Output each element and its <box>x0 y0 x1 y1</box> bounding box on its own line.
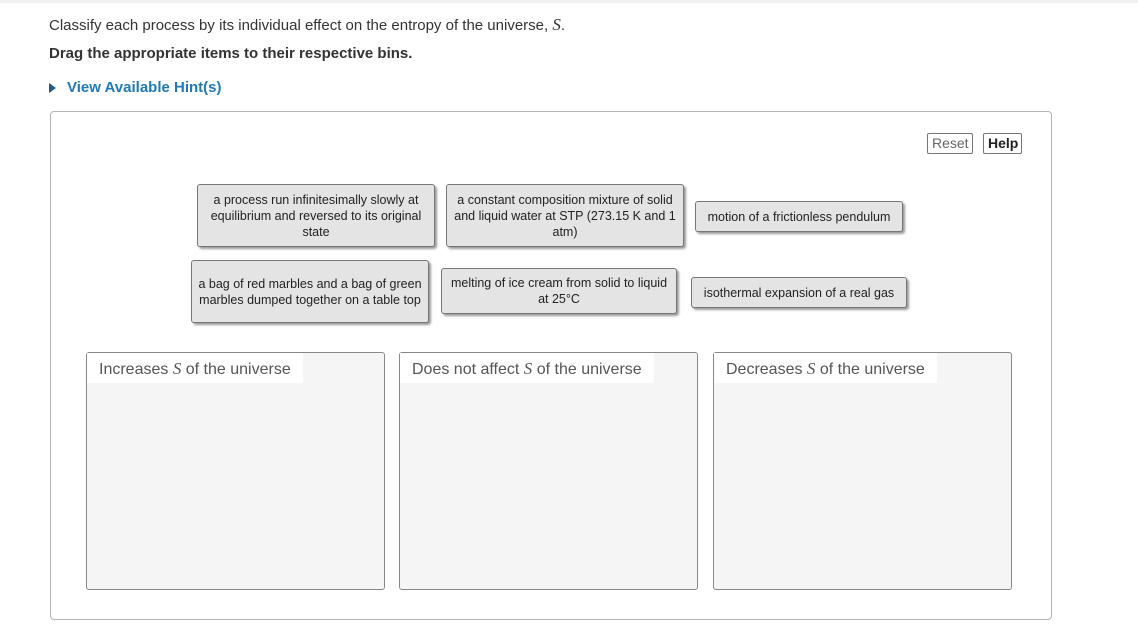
top-divider <box>0 0 1138 3</box>
bin-label-variable: S <box>523 359 533 378</box>
bin-label-decreases <box>714 353 937 383</box>
bin-label-variable: S <box>806 359 816 378</box>
drag-drop-panel <box>50 111 1052 620</box>
instruction-text <box>49 15 565 35</box>
drag-instruction: Drag the appropriate items to their respective bins. <box>49 45 413 62</box>
bin-label-text: of the universe <box>181 361 291 378</box>
bin-label-text: of the universe <box>532 361 642 378</box>
drag-item-melting-ice-cream[interactable]: melting of ice cream from solid to liquid at 25°C <box>441 268 677 314</box>
reset-button[interactable]: Reset <box>927 133 973 154</box>
bin-decreases-entropy[interactable] <box>713 352 1012 590</box>
drag-item-ice-water-mixture[interactable]: a constant composition mixture of solid and liquid water at STP (273.15 K and 1 atm) <box>446 184 684 247</box>
bin-no-effect-entropy[interactable] <box>399 352 698 590</box>
bin-increases-entropy[interactable] <box>86 352 385 590</box>
bin-label-no-effect <box>400 353 654 383</box>
instruction-variable: S <box>552 15 561 34</box>
bin-label-text: Decreases <box>726 361 807 378</box>
bin-label-text: Does not affect <box>412 361 524 378</box>
bin-label-variable: S <box>172 359 182 378</box>
caret-right-icon <box>49 83 56 93</box>
drag-item-marbles[interactable]: a bag of red marbles and a bag of green marbles dumped together on a table top <box>191 260 429 323</box>
help-button[interactable]: Help <box>983 133 1022 154</box>
drag-item-isothermal-expansion[interactable]: isothermal expansion of a real gas <box>691 277 907 308</box>
bin-label-text: of the universe <box>815 361 925 378</box>
drag-item-frictionless-pendulum[interactable]: motion of a frictionless pendulum <box>695 201 903 232</box>
instruction-main: Classify each process by its individual effect on the entropy of the universe, <box>49 17 553 34</box>
hint-label: View Available Hint(s) <box>67 79 222 96</box>
bin-label-increases <box>87 353 303 383</box>
instruction-period: . <box>560 17 565 34</box>
bin-label-text: Increases <box>99 361 173 378</box>
drag-item-reversible-process[interactable]: a process run infinitesimally slowly at equilibrium and reversed to its original state <box>197 184 435 247</box>
view-hints-toggle[interactable] <box>49 79 222 96</box>
